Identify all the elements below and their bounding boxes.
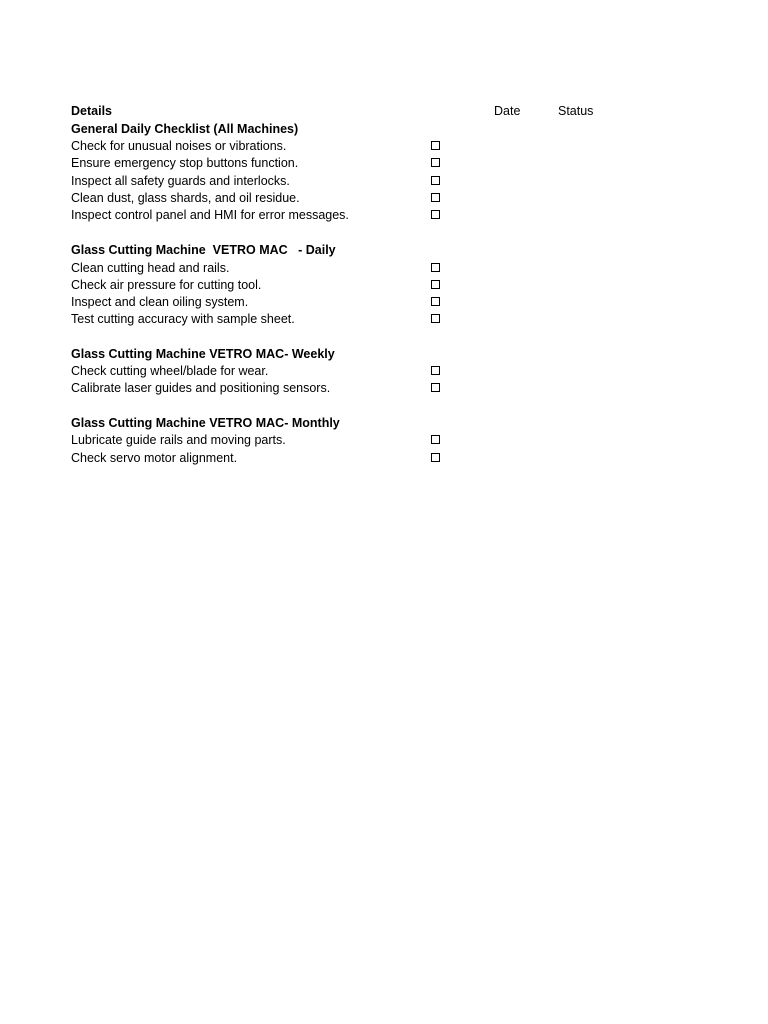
checkbox-icon[interactable]: [431, 297, 440, 306]
checklist-item: [71, 173, 631, 190]
item-label: Inspect and clean oiling system.: [71, 295, 249, 309]
checklist-item: [71, 311, 631, 328]
details-header: Details: [71, 104, 112, 118]
item-label: Inspect control panel and HMI for error messages.: [71, 208, 349, 222]
checklist-item: [71, 260, 631, 277]
checkbox-icon[interactable]: [431, 176, 440, 185]
item-label: Lubricate guide rails and moving parts.: [71, 433, 286, 447]
checklist-item: [71, 380, 631, 397]
checkbox-icon[interactable]: [431, 193, 440, 202]
checkbox-icon[interactable]: [431, 158, 440, 167]
section-title-general-daily: General Daily Checklist (All Machines): [71, 122, 299, 136]
section-title-vetro-weekly: Glass Cutting Machine VETRO MAC- Weekly: [71, 347, 335, 361]
item-label: Ensure emergency stop buttons function.: [71, 156, 299, 170]
status-header: Status: [558, 104, 594, 118]
checklist-item: [71, 363, 631, 380]
checklist-item: [71, 450, 631, 467]
item-label: Clean cutting head and rails.: [71, 261, 230, 275]
checklist-item: [71, 138, 631, 155]
item-label: Check cutting wheel/blade for wear.: [71, 364, 269, 378]
checkbox-icon[interactable]: [431, 263, 440, 272]
item-label: Check servo motor alignment.: [71, 451, 238, 465]
item-label: Clean dust, glass shards, and oil residue.: [71, 191, 300, 205]
header-row: [71, 103, 631, 120]
checkbox-icon[interactable]: [431, 366, 440, 375]
item-label: Check air pressure for cutting tool.: [71, 278, 262, 292]
checkbox-icon[interactable]: [431, 280, 440, 289]
item-label: Test cutting accuracy with sample sheet.: [71, 312, 295, 326]
checklist-item: [71, 207, 631, 224]
checklist-item: [71, 190, 631, 207]
item-label: Inspect all safety guards and interlocks.: [71, 174, 290, 188]
checkbox-icon[interactable]: [431, 210, 440, 219]
section-title-vetro-monthly: Glass Cutting Machine VETRO MAC- Monthly: [71, 416, 340, 430]
item-label: Check for unusual noises or vibrations.: [71, 139, 287, 153]
checkbox-icon[interactable]: [431, 435, 440, 444]
checklist-item: [71, 155, 631, 172]
checkbox-icon[interactable]: [431, 453, 440, 462]
checkbox-icon[interactable]: [431, 314, 440, 323]
checkbox-icon[interactable]: [431, 383, 440, 392]
checkbox-icon[interactable]: [431, 141, 440, 150]
section-title-vetro-daily: Glass Cutting Machine VETRO MAC - Daily: [71, 243, 336, 257]
item-label: Calibrate laser guides and positioning sensors.: [71, 381, 331, 395]
checklist-item: [71, 432, 631, 449]
checklist-item: [71, 277, 631, 294]
checklist-item: [71, 294, 631, 311]
date-header: Date: [494, 104, 521, 118]
